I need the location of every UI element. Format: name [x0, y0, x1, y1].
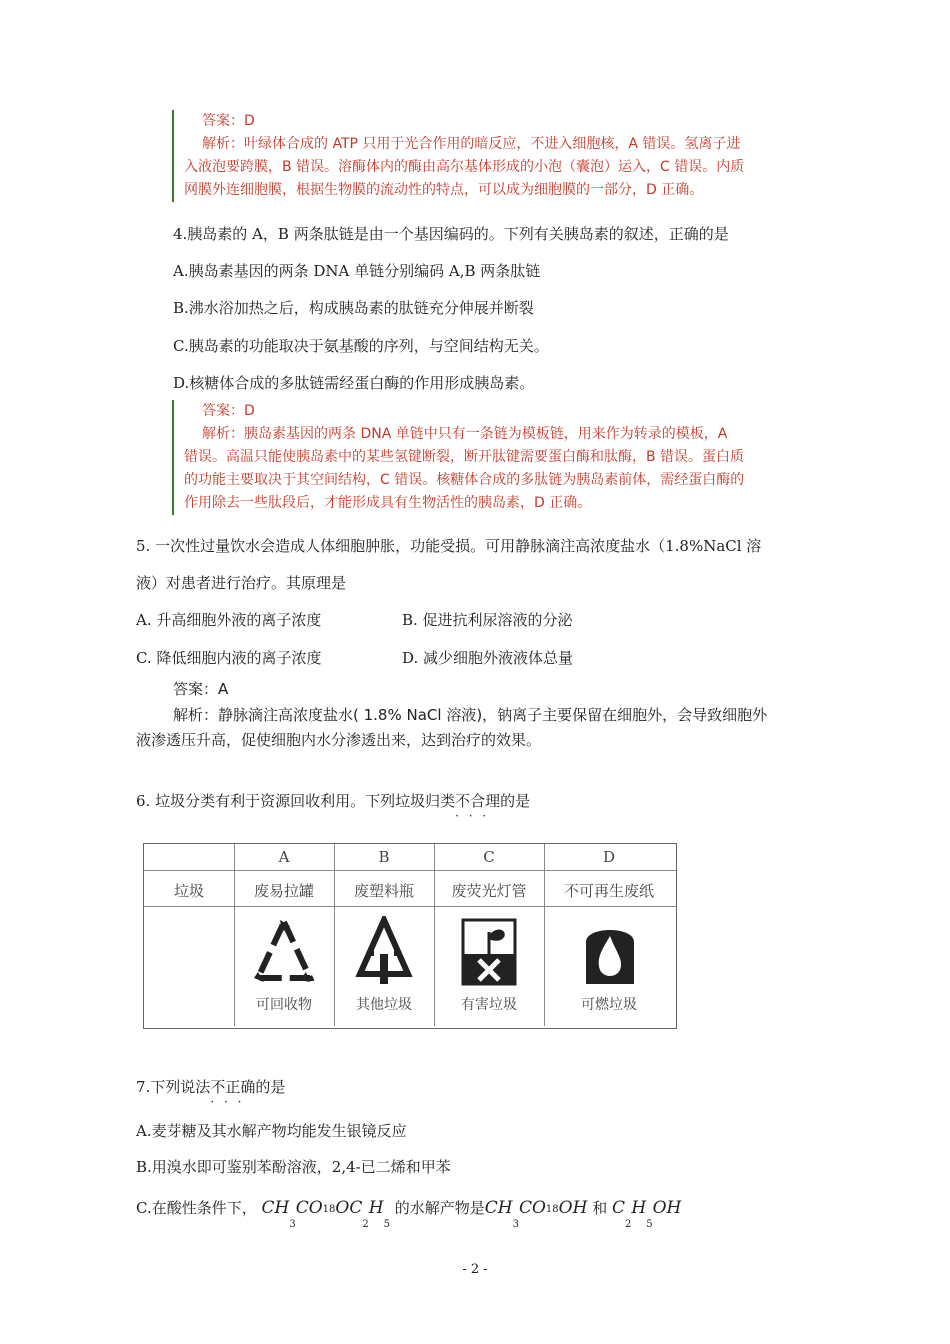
q5-option-b: B. 促进抗利尿溶液的分泌	[402, 611, 573, 629]
q4-analysis-line: 解析：胰岛素基因的两条 DNA 单链中只有一条链为模板链，用来作为转录的模板，A	[202, 426, 728, 442]
q4-option-c: C.胰岛素的功能取决于氨基酸的序列，与空间结构无关。	[173, 337, 549, 355]
table-item-b: 废塑料瓶	[353, 882, 414, 900]
q6-stem	[136, 791, 530, 811]
q7-stem-before: 7.下列说法	[136, 1078, 211, 1096]
q7-option-c-middle: 的水解产物是	[394, 1199, 485, 1217]
q3-analysis-line: 入液泡要跨膜，B 错误。溶酶体内的酶由高尔基体形成的小泡（囊泡）运入，C 错误。内质	[184, 159, 745, 175]
table-row-header: 垃圾	[173, 882, 204, 900]
q4-option-b: B.沸水浴加热之后，构成胰岛素的肽链充分伸展并断裂	[173, 299, 534, 317]
q7-option-c	[136, 1198, 682, 1230]
table-col-b: B	[378, 848, 390, 866]
q5-option-a: A. 升高细胞外液的离子浓度	[136, 611, 322, 629]
recycle-icon	[254, 916, 314, 988]
other-waste-icon	[354, 916, 414, 988]
table-col-c: C	[483, 848, 495, 866]
q4-analysis-line: 错误。高温只能使胰岛素中的某些氢键断裂，断开肽键需要蛋白酶和肽酶，B 错误。蛋白质	[184, 449, 745, 465]
page-number: - 2 -	[462, 1262, 488, 1277]
q5-option-d: D. 减少细胞外液液体总量	[402, 649, 574, 667]
q5-option-c: C. 降低细胞内液的离子浓度	[136, 649, 322, 667]
q3-analysis-line: 网膜外连细胞膜，根据生物膜的流动性的特点，可以成为细胞膜的一部分，D 正确。	[184, 182, 704, 198]
caption-b: 其他垃圾	[356, 997, 412, 1013]
q5-stem-line2: 液）对患者进行治疗。其原理是	[136, 574, 347, 592]
q6-table	[143, 843, 677, 1029]
q5-answer: 答案：A	[173, 680, 229, 698]
table-col-a: A	[278, 848, 290, 866]
formula-ester: $CH_3CO18OC_2H_5$	[261, 1198, 390, 1230]
caption-a: 可回收物	[256, 997, 312, 1013]
q4-stem: 4.胰岛素的 A，B 两条肽链是由一个基因编码的。下列有关胰岛素的叙述，正确的是	[173, 225, 729, 243]
q4-answer: 答案：D	[202, 403, 255, 419]
q4-option-a: A.胰岛素基因的两条 DNA 单链分别编码 A,B 两条肽链	[173, 262, 541, 280]
q5-analysis-line2: 液渗透压升高，促使细胞内水分渗透出来，达到治疗的效果。	[136, 731, 542, 749]
table-item-c: 废荧光灯管	[451, 882, 527, 900]
q6-stem-emphasis: 不合理 · · ·	[455, 792, 500, 810]
q6-stem-after: 的是	[500, 792, 531, 810]
q7-option-c-and: 和	[592, 1199, 608, 1217]
q7-stem	[136, 1077, 285, 1097]
q7-option-c-prefix: C.在酸性条件下，	[136, 1199, 257, 1217]
q7-option-b: B.用溴水即可鉴别苯酚溶液，2,4-已二烯和甲苯	[136, 1158, 451, 1176]
q7-option-a: A.麦芽糖及其水解产物均能发生银镜反应	[136, 1122, 407, 1140]
table-col-d: D	[602, 848, 616, 866]
q4-analysis-line: 作用除去一些肽段后，才能形成具有生物活性的胰岛素，D 正确。	[184, 495, 592, 511]
q7-stem-after: 的是	[255, 1078, 286, 1096]
q4-answer-box	[172, 400, 744, 515]
formula-ethanol: $C_2H_5OH$	[611, 1198, 682, 1230]
caption-c: 有害垃圾	[461, 997, 517, 1013]
formula-acid: $CH_3CO18OH$	[484, 1198, 588, 1230]
table-item-d: 不可再生废纸	[563, 882, 654, 900]
q3-analysis-line: 解析：叶绿体合成的 ATP 只用于光合作用的暗反应，不进入细胞核，A 错误。氢离子进	[202, 136, 741, 152]
q4-analysis-line: 的功能主要取决于其空间结构，C 错误。核糖体合成的多肽链为胰岛素前体，需经蛋白酶的	[184, 472, 745, 488]
caption-d: 可燃垃圾	[581, 997, 637, 1013]
q3-answer: 答案：D	[202, 113, 255, 129]
table-item-a: 废易拉罐	[253, 882, 314, 900]
q3-answer-box	[172, 110, 744, 202]
q7-stem-emphasis: 不正确 · · ·	[210, 1078, 255, 1096]
hazardous-waste-icon	[459, 916, 519, 988]
combustible-waste-icon	[580, 916, 640, 988]
q5-stem-line1: 5. 一次性过量饮水会造成人体细胞肿胀，功能受损。可用静脉滴注高浓度盐水（1.8%NaCl 溶	[136, 537, 762, 555]
q6-stem-before: 6. 垃圾分类有利于资源回收利用。下列垃圾归类	[136, 792, 456, 810]
q4-option-d: D.核糖体合成的多肽链需经蛋白酶的作用形成胰岛素。	[173, 374, 535, 392]
q5-analysis-line1: 解析：静脉滴注高浓度盐水( 1.8% NaCl 溶液)，钠离子主要保留在细胞外，会导致细胞外	[173, 706, 768, 724]
